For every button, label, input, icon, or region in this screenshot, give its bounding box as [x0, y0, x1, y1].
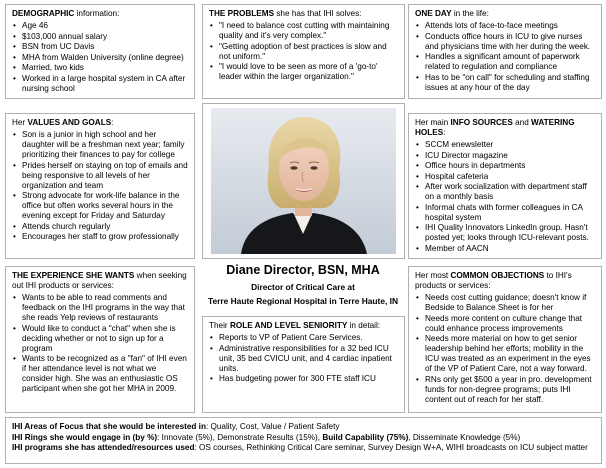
list-item: • Has budgeting power for 300 FTE staff ICU	[209, 374, 398, 384]
problems-list	[209, 21, 398, 82]
list-item: • Attends lots of face-to-face meetings	[415, 21, 595, 31]
list-item: • RNs only get $500 a year in pro. development funds for non-degree programs; puts IHI content out of reach for her staff.	[415, 375, 595, 405]
list-item: • Would like to conduct a "chat" when she is deciding whether or not to sign up for a program	[12, 324, 188, 354]
list-item: • Needs more content on culture change that could enhance process improvements	[415, 314, 595, 334]
focus-areas-line: IHI Areas of Focus that she would be interested in: Quality, Cost, Value / Patient Safety	[12, 422, 340, 431]
list-item: • $103,000 annual salary	[12, 32, 188, 42]
ihi-summary-footer	[5, 417, 602, 464]
persona-title: Director of Critical Care at	[251, 282, 355, 292]
list-item: • Worked in a large hospital system in CA after nursing school	[12, 74, 188, 94]
list-item: • Member of AACN	[415, 244, 595, 254]
objections-box	[408, 266, 602, 413]
values-list	[12, 130, 188, 242]
list-item: • SCCM enewsletter	[415, 140, 595, 150]
list-item: • BSN from UC Davis	[12, 42, 188, 52]
role-list	[209, 333, 398, 384]
persona-organization: Terre Haute Regional Hospital in Terre Haute, IN	[207, 296, 399, 306]
list-item: • Needs cost cutting guidance; doesn't know if Bedside to Balance Sheet is for her	[415, 293, 595, 313]
portrait-illustration	[211, 108, 396, 254]
portrait-frame	[202, 103, 405, 259]
list-item: • Administrative responsibilities for a 32 bed ICU unit, 35 bed CVICU unit, and 4 cardiac inpatient units.	[209, 344, 398, 374]
list-item: • ICU Director magazine	[415, 151, 595, 161]
list-item: • Reports to VP of Patient Care Services.	[209, 333, 398, 343]
experience-list	[12, 293, 188, 394]
info-sources-box	[408, 113, 602, 259]
persona-name-block	[200, 263, 406, 306]
objections-heading: Her most COMMON OBJECTIONS to IHI's products or services:	[415, 271, 572, 290]
list-item: • Attends church regularly	[12, 222, 188, 232]
problems-box	[202, 4, 405, 99]
list-item: • Wants to be able to read comments and feedback on the IHI programs in the way that she reads Yelp reviews of restaurants	[12, 293, 188, 323]
list-item: • Age 46	[12, 21, 188, 31]
info-sources-list	[415, 140, 595, 254]
list-item: • Informal chats with former colleagues in CA hospital system	[415, 203, 595, 223]
objections-list	[415, 293, 595, 405]
list-item: • Office hours in departments	[415, 161, 595, 171]
programs-line: IHI programs she has attended/resources used: OS courses, Rethinking Critical Care seminar, Survey Design W+A, WIHI broadcasts on ICU subject matter	[12, 443, 588, 453]
info-sources-heading: Her main INFO SOURCES and WATERING HOLES:	[415, 118, 575, 137]
demographic-heading: DEMOGRAPHIC information:	[12, 9, 120, 18]
list-item: • IHI Quality Innovators LinkedIn group. Hasn't posted yet; looks through ICU-relevant posts.	[415, 223, 595, 243]
list-item: • Wants to be recognized as a "fan" of IHI even if her attendance level is not what we consider high. She was an enthusiastic OS participant when she got her MHA in 2009.	[12, 354, 188, 394]
values-heading: Her VALUES AND GOALS:	[12, 118, 114, 127]
experience-heading: THE EXPERIENCE SHE WANTS when seeking out IHI products or services:	[12, 271, 187, 290]
values-box	[5, 113, 195, 259]
list-item: • Married, two kids	[12, 63, 188, 73]
demographic-box	[5, 4, 195, 99]
list-item: • Encourages her staff to grow professionally	[12, 232, 188, 242]
list-item: • MHA from Walden University (online degree)	[12, 53, 188, 63]
problems-heading: THE PROBLEMS she has that IHI solves:	[209, 9, 362, 18]
list-item: • Needs more material on how to get senior leadership behind her efforts; mobility in the ICU was treated as an experiment in the eyes of the VP of Patient Care, not a way forward.	[415, 334, 595, 374]
experience-box	[5, 266, 195, 413]
demographic-list	[12, 21, 188, 94]
list-item: • Son is a junior in high school and her daughter will be a freshman next year; family prioritizing their finances to pay for college	[12, 130, 188, 160]
list-item: • "Getting adoption of best practices is slow and not uniform."	[209, 42, 398, 62]
role-box	[202, 316, 405, 413]
list-item: • Has to be "on call" for scheduling and staffing issues at any hour of the day	[415, 73, 595, 93]
list-item: • "I need to balance cost cutting with maintaining quality and it's very complex."	[209, 21, 398, 41]
rings-line: IHI Rings she would engage in (by %): Innovate (5%), Demonstrate Results (15%), Build Capability (75%), Disseminate Knowledge (5%)	[12, 432, 521, 442]
list-item: • Handles a significant amount of paperwork related to regulation and compliance	[415, 52, 595, 72]
persona-name: Diane Director, BSN, MHA	[226, 263, 380, 277]
oneday-heading: ONE DAY in the life:	[415, 9, 489, 18]
role-heading: Their ROLE AND LEVEL SENIORITY in detail:	[209, 321, 381, 330]
portrait-photo	[211, 108, 396, 254]
oneday-box	[408, 4, 602, 99]
list-item: • After work socialization with department staff on a monthly basis	[415, 182, 595, 202]
list-item: • Hospital cafeteria	[415, 172, 595, 182]
oneday-list	[415, 21, 595, 93]
list-item: • Conducts office hours in ICU to give nurses and physicians time with her during the week.	[415, 32, 595, 52]
list-item: • Strong advocate for work-life balance in the office but often works several hours in the evening except for Friday and Saturday	[12, 191, 188, 221]
list-item: • Prides herself on staying on top of emails and being responsive to all levels of her organization and team	[12, 161, 188, 191]
list-item: • "I would love to be seen as more of a 'go-to' leader within the larger organization."	[209, 62, 398, 82]
